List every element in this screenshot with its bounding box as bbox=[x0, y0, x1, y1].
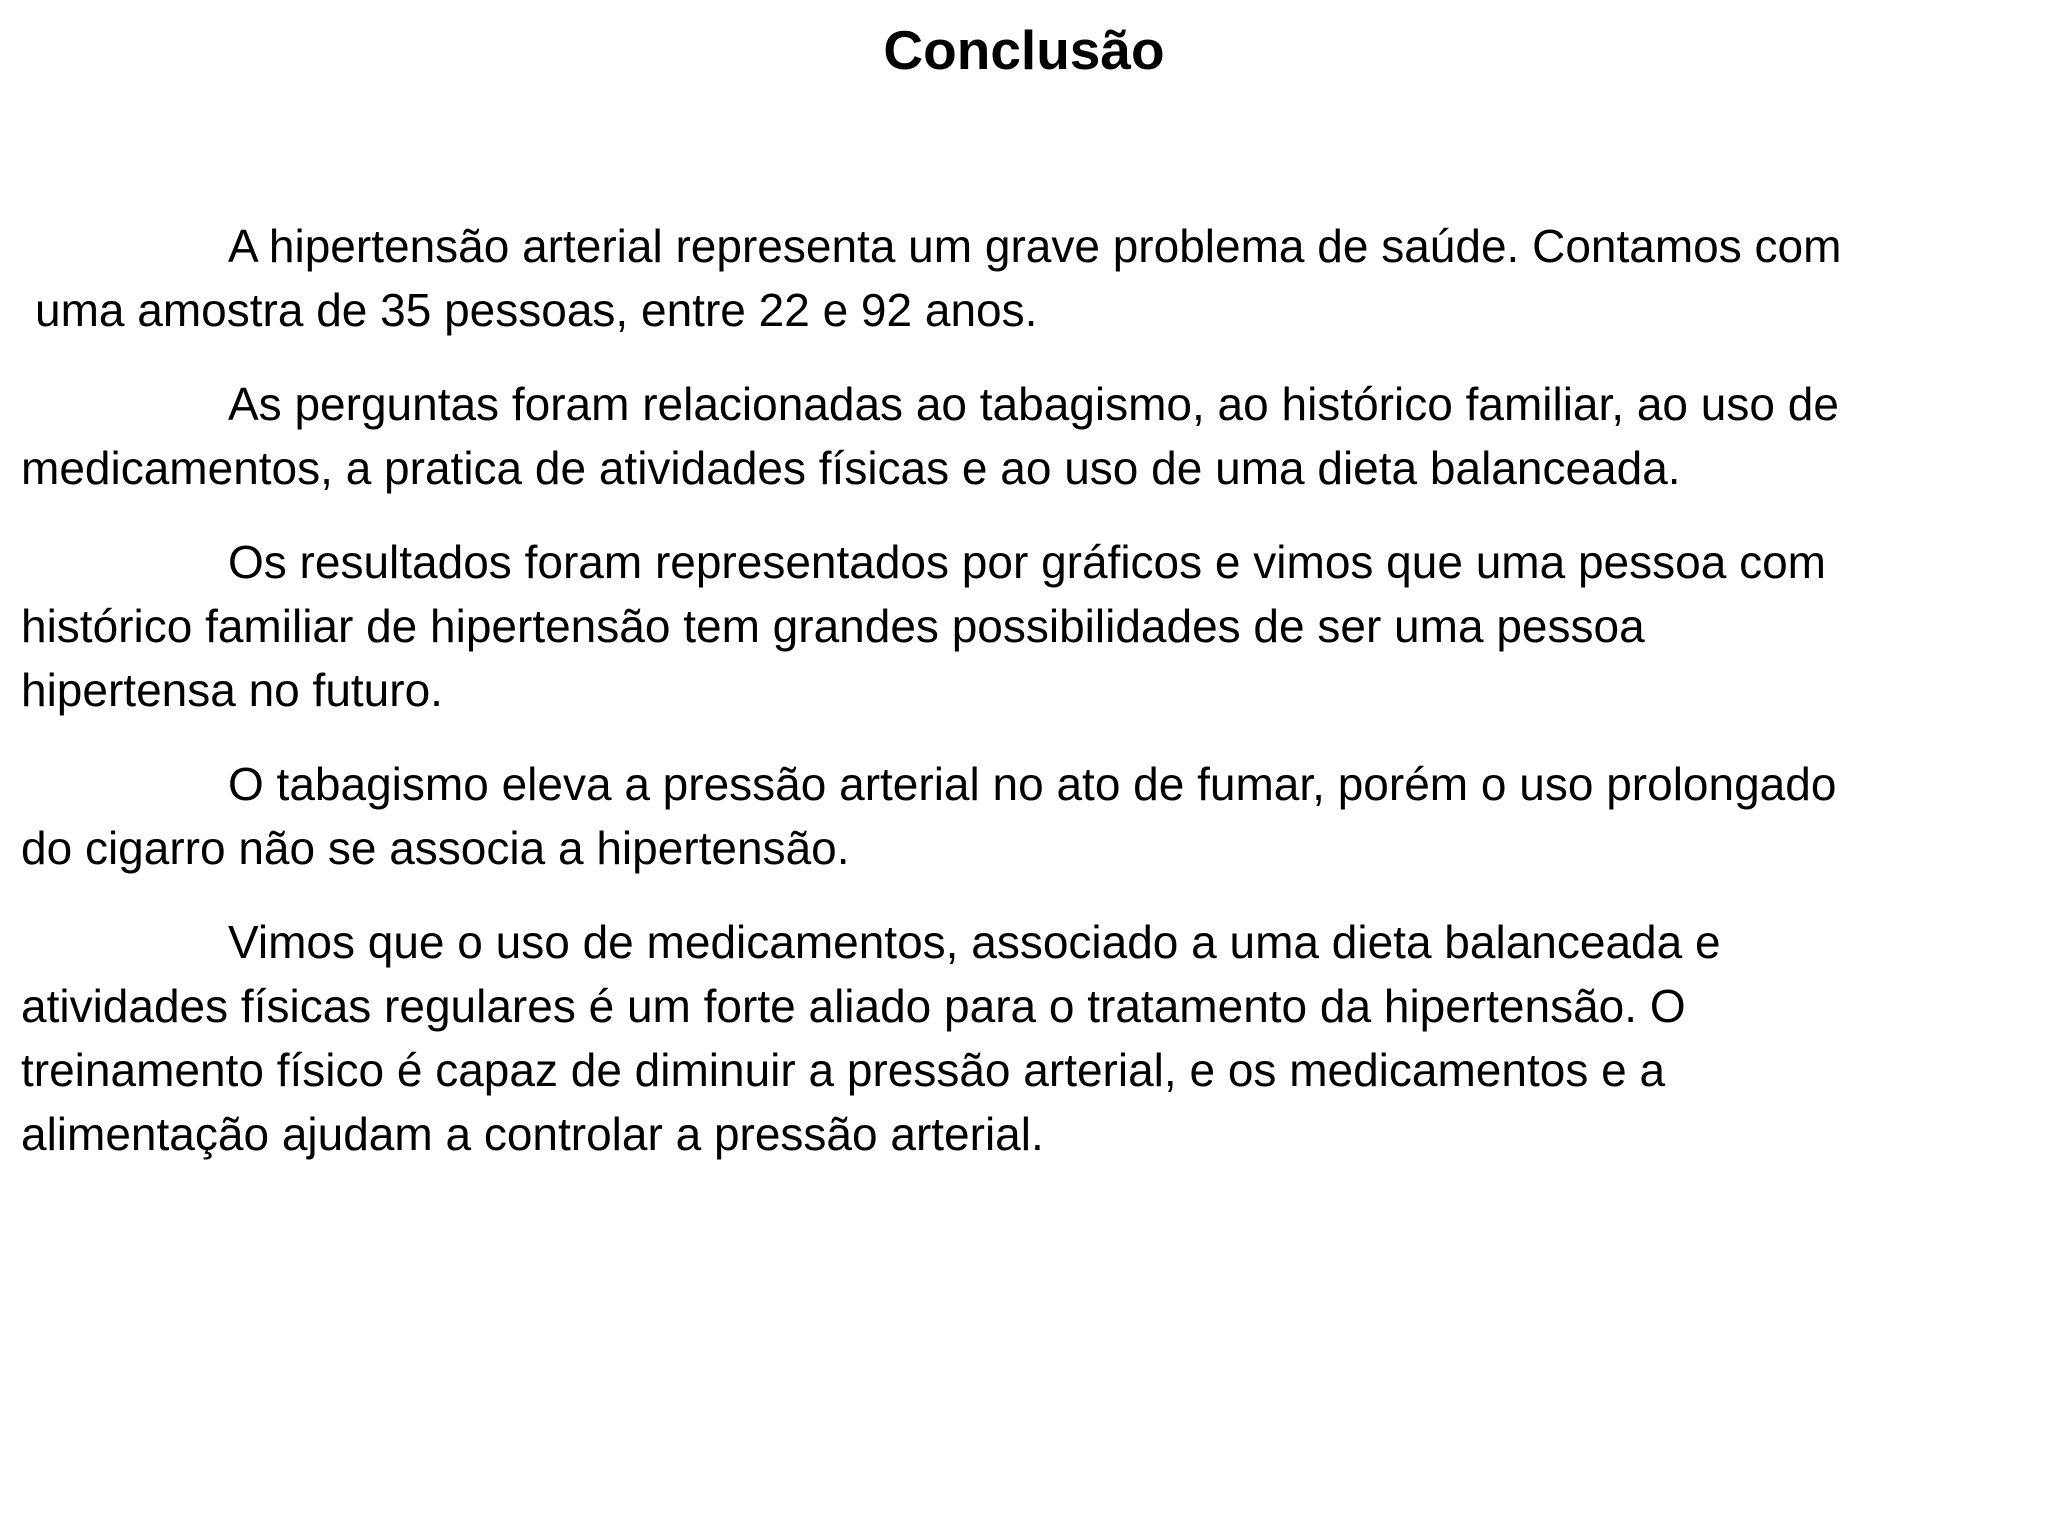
paragraph-line: treinamento físico é capaz de diminuir a pressão arterial, e os medicamentos e a bbox=[21, 1044, 1666, 1096]
paragraph-line: O tabagismo eleva a pressão arterial no ato de fumar, porém o uso prolongado bbox=[228, 758, 1837, 810]
paragraph-1 bbox=[21, 214, 2041, 342]
paragraph-line: atividades físicas regulares é um forte aliado para o tratamento da hipertensão. O bbox=[21, 980, 1686, 1032]
paragraph-line: histórico familiar de hipertensão tem grandes possibilidades de ser uma pessoa bbox=[21, 600, 1645, 652]
paragraph-3 bbox=[21, 530, 2041, 722]
paragraph-line: do cigarro não se associa a hipertensão. bbox=[21, 822, 850, 874]
paragraph-5 bbox=[21, 910, 2041, 1166]
slide-body bbox=[21, 214, 2041, 1196]
paragraph-line: Vimos que o uso de medicamentos, associado a uma dieta balanceada e bbox=[228, 916, 1721, 968]
paragraph-line: alimentação ajudam a controlar a pressão arterial. bbox=[21, 1108, 1044, 1160]
paragraph-line: Os resultados foram representados por gráficos e vimos que uma pessoa com bbox=[228, 536, 1826, 588]
paragraph-line: hipertensa no futuro. bbox=[21, 664, 443, 716]
slide-title: Conclusão bbox=[883, 19, 1165, 81]
paragraph-4 bbox=[21, 752, 2041, 880]
paragraph-line: uma amostra de 35 pessoas, entre 22 e 92 anos. bbox=[35, 284, 1038, 336]
paragraph-line: A hipertensão arterial representa um grave problema de saúde. Contamos com bbox=[228, 220, 1842, 272]
paragraph-2 bbox=[21, 372, 2041, 500]
paragraph-line: As perguntas foram relacionadas ao tabagismo, ao histórico familiar, ao uso de bbox=[228, 378, 1839, 430]
paragraph-line: medicamentos, a pratica de atividades físicas e ao uso de uma dieta balanceada. bbox=[21, 442, 1681, 494]
